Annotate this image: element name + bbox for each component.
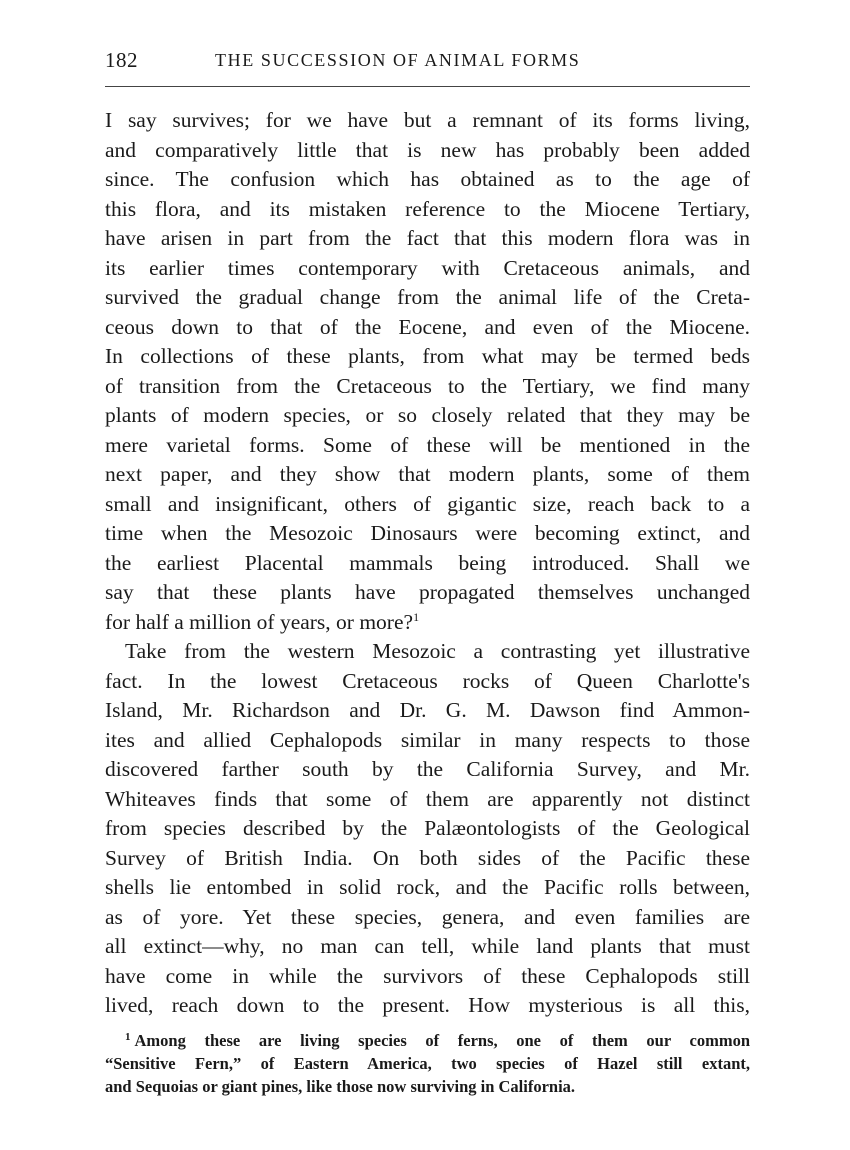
text-line: have arisen in part from the fact that this modern flora was in	[105, 226, 750, 250]
text-line: Whiteaves finds that some of them are apparently not distinct	[105, 786, 750, 811]
text-line: survived the gradual change from the animal life of the Creta-	[105, 285, 750, 309]
text-line: as of yore. Yet these species, genera, and even families are	[105, 904, 750, 929]
footnote-text: “Sensitive Fern,” of Eastern America, two species of Hazel still extant,	[105, 1054, 750, 1073]
text-line: Survey of British India. On both sides of the Pacific these	[105, 845, 750, 870]
text-line: and comparatively little that is new has probably been added	[105, 137, 750, 162]
paragraph-last-line	[105, 608, 750, 638]
text-line: its earlier times contemporary with Cretaceous animals, and	[105, 255, 750, 280]
text-line: plants of modern species, or so closely related that they may be	[105, 403, 750, 427]
text-line: I say survives; for we have but a remnant of its forms living,	[105, 108, 750, 132]
text-line: time when the Mesozoic Dinosaurs were becoming extinct, and	[105, 521, 750, 545]
text-line: of transition from the Cretaceous to the Tertiary, we find many	[105, 373, 750, 398]
text-line: small and insignificant, others of gigantic size, reach back to a	[105, 491, 750, 516]
header-rule	[105, 86, 750, 87]
footnote-text: and Sequoias or giant pines, like those now surviving in California.	[105, 1077, 576, 1096]
body-text	[105, 106, 750, 1021]
text-line: say that these plants have propagated themselves unchanged	[105, 580, 750, 604]
page-number: 182	[105, 48, 138, 72]
footnote	[105, 1029, 750, 1098]
text-line: next paper, and they show that modern plants, some of them	[105, 462, 750, 486]
text-line: this flora, and its mistaken reference to the Miocene Tertiary,	[105, 196, 750, 221]
text-line: ceous down to that of the Eocene, and even of the Miocene.	[105, 314, 750, 339]
text-line: Take from the western Mesozoic a contrasting yet illustrative	[125, 639, 750, 663]
text-line: the earliest Placental mammals being introduced. Shall we	[105, 550, 750, 575]
footnote-mark: 1	[125, 1030, 131, 1043]
text-line: from species described by the Palæontologists of the Geological	[105, 816, 750, 840]
running-head	[105, 44, 750, 76]
book-page	[105, 44, 750, 1096]
text-line: Island, Mr. Richardson and Dr. G. M. Dawson find Ammon-	[105, 698, 750, 722]
text-line: fact. In the lowest Cretaceous rocks of Queen Charlotte's	[105, 668, 750, 693]
text-line: for half a million of years, or more?	[105, 609, 414, 634]
text-line: since. The confusion which has obtained as to the age of	[105, 167, 750, 191]
text-line: lived, reach down to the present. How mysterious is all this,	[105, 993, 750, 1017]
text-line: have come in while the survivors of these Cephalopods still	[105, 963, 750, 988]
text-line: In collections of these plants, from what may be termed beds	[105, 344, 750, 368]
footnote-first-line	[105, 1029, 750, 1052]
footnote-reference[interactable]: 1	[413, 609, 420, 624]
text-line: mere varietal forms. Some of these will be mentioned in the	[105, 432, 750, 457]
text-line: shells lie entombed in solid rock, and the Pacific rolls between,	[105, 875, 750, 899]
text-line: discovered farther south by the California Survey, and Mr.	[105, 757, 750, 781]
footnote-text: Among these are living species of ferns, one of them our common	[134, 1031, 750, 1050]
running-title: THE SUCCESSION OF ANIMAL FORMS	[215, 50, 581, 70]
text-line: all extinct—why, no man can tell, while land plants that must	[105, 934, 750, 958]
text-line: ites and allied Cephalopods similar in many respects to those	[105, 727, 750, 752]
